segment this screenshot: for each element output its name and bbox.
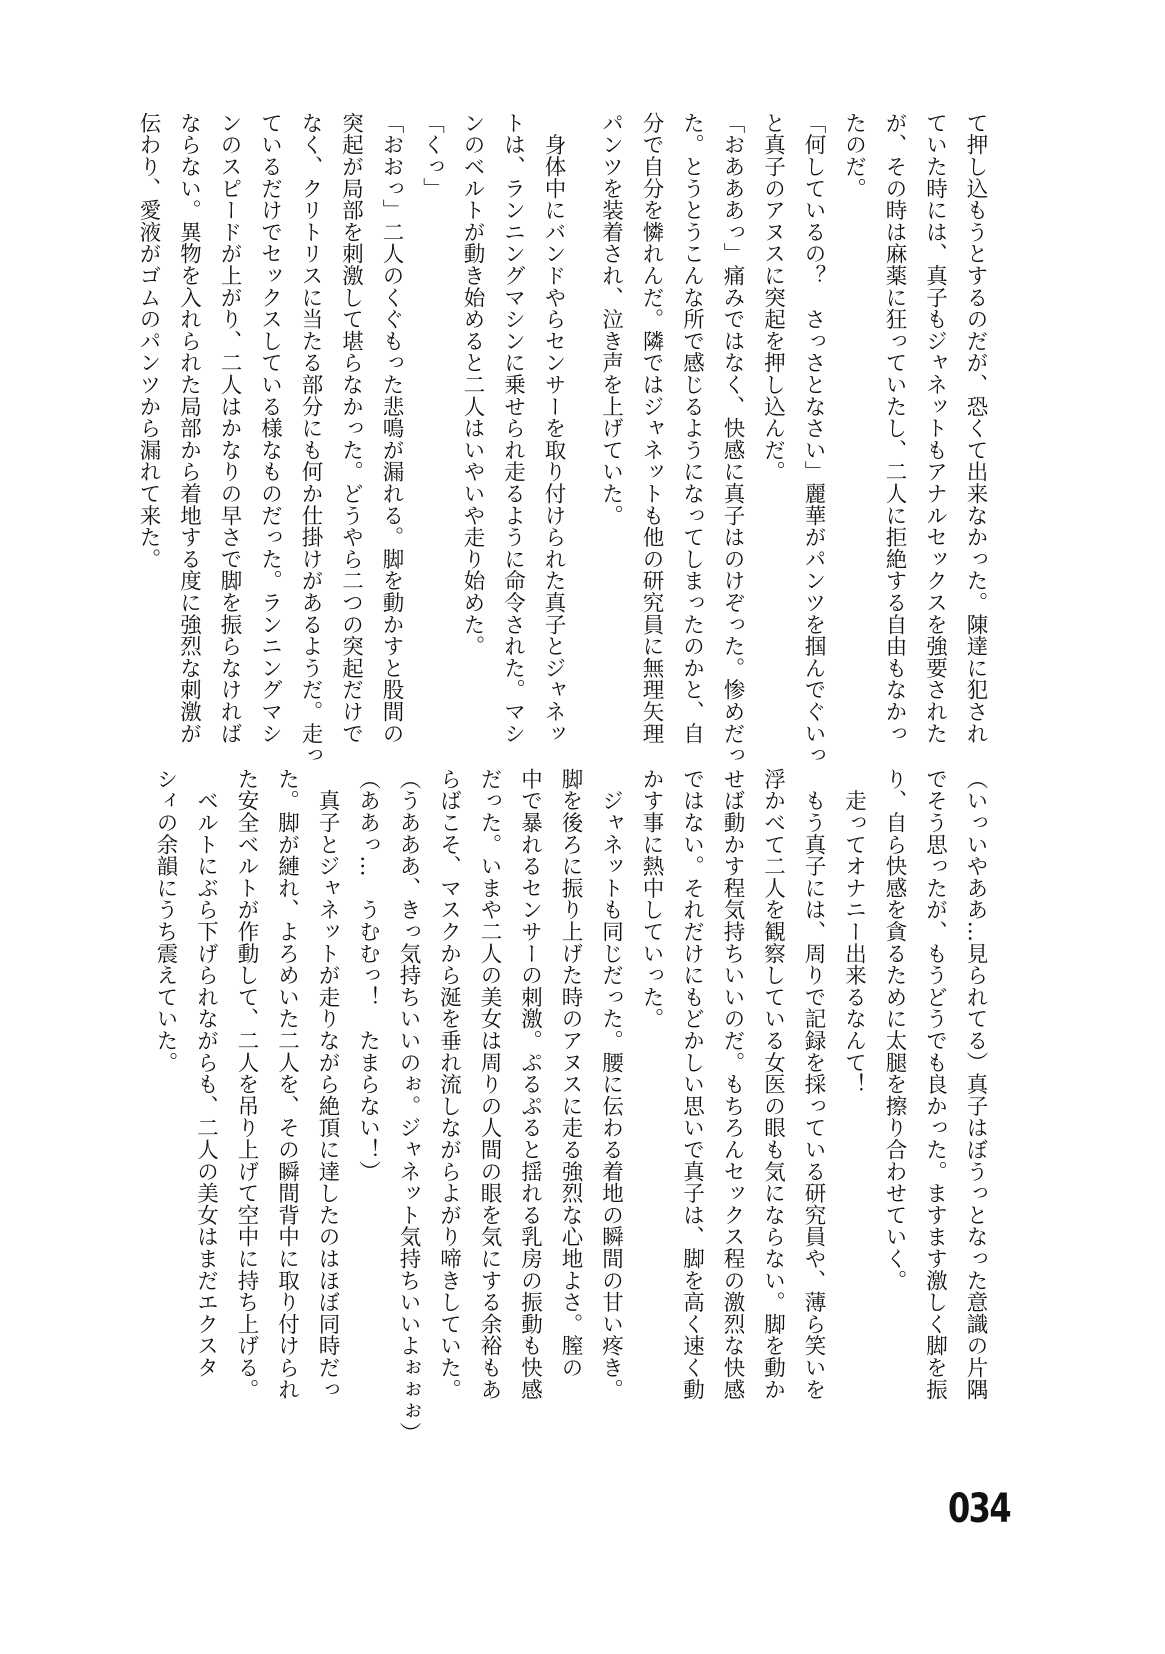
text-line: た安全ベルトが作動して、二人を吊り上げて空中に持ち上げる。	[234, 768, 259, 1401]
text-line: り、自ら快感を貪るために太腿を擦り合わせていく。	[882, 768, 907, 1292]
text-line: 「おあああっ」痛みではなく、快感に真子はのけぞった。惨めだっ	[720, 112, 745, 766]
text-line: て押し込もうとするのだが、恐くて出来なかった。陳達に犯され	[963, 112, 988, 745]
lower-text-block	[145, 768, 996, 1488]
text-line: せば動かす程気持ちいいのだ。もちろんセックス程の激烈な快感	[720, 768, 745, 1401]
text-line: （うあああ、きっ気持ちいいのぉ。ジャネット気持ちいいよぉぉぉ）	[396, 768, 421, 1444]
text-line: だった。いまや二人の美女は周りの人間の眼を気にする余裕もあ	[477, 768, 502, 1401]
text-line: と真子のアヌスに突起を押し込んだ。	[760, 112, 786, 483]
text-line: ならない。異物を入れられた局部から着地する度に強烈な刺激が	[176, 112, 202, 745]
text-line: ているだけでセックスしている様なものだった。ランニングマシ	[257, 112, 283, 745]
text-line: ンのベルトが動き始めると二人はいやいや走り始めた。	[460, 112, 485, 657]
text-line: 中で暴れるセンサーの刺激。ぷるぷると揺れる乳房の振動も快感	[517, 768, 543, 1401]
text-line: 「くっ」	[419, 112, 445, 200]
text-line: たのだ。	[841, 112, 867, 200]
text-line: た。脚が縺れ、よろめいた二人を、その瞬間背中に取り付けられ	[274, 768, 300, 1401]
text-line: ンのスピードが上がり、二人はかなりの早さで脚を振らなければ	[217, 112, 242, 745]
text-line: らばこそ、マスクから涎を垂れ流しながらよがり啼きしていた。	[436, 768, 462, 1401]
text-line: （いっいやああ…見られてる）真子はぼうっとなった意識の片隅	[963, 768, 988, 1401]
text-line: かす事に熱中していった。	[639, 768, 664, 1030]
text-line: が、その時は麻薬に狂っていたし、二人に拒絶する自由もなかっ	[882, 112, 907, 745]
text-line: シィの余韻にうち震えていた。	[153, 768, 178, 1074]
text-line: ではない。それだけにもどかしい思いで真子は、脚を高く速く動	[679, 768, 705, 1401]
text-line: （ああっ… うむむっ！ たまらない！）	[355, 768, 381, 1183]
text-line: 真子とジャネットが走りながら絶頂に達したのはほぼ同時だっ	[315, 768, 340, 1401]
text-line: 分で自分を憐れんだ。隣ではジャネットも他の研究員に無理矢理	[639, 112, 664, 745]
text-line: 「何しているの？ さっさとなさい」麗華がパンツを掴んでぐいっ	[801, 112, 826, 766]
text-line: パンツを装着され、泣き声を上げていた。	[598, 112, 624, 527]
text-line: なく、クリトリスに当たる部分にも何か仕掛けがあるようだ。走っ	[298, 112, 323, 766]
upper-text-block	[128, 112, 996, 766]
text-line: 突起が局部を刺激して堪らなかった。どうやら二つの突起だけで	[338, 112, 364, 745]
paragraph-gap	[573, 112, 590, 762]
text-line: 伝わり、愛液がゴムのパンツから漏れて来た。	[136, 112, 161, 570]
text-line: 浮かべて二人を観察している女医の眼も気にならない。脚を動か	[760, 768, 786, 1401]
text-line: ベルトにぶら下げられながらも、二人の美女はまだエクスタ	[193, 768, 219, 1379]
text-line: 走ってオナニー出来るなんて！	[841, 768, 867, 1095]
text-line: トは、ランニングマシンに乗せられ走るように命令された。マシ	[500, 112, 526, 745]
page-number: 034	[948, 1486, 1010, 1532]
text-line: 「おおっ」二人のくぐもった悲鳴が漏れる。脚を動かすと股間の	[379, 112, 404, 745]
text-line: ていた時には、真子もジャネットもアナルセックスを強要された	[922, 112, 948, 745]
text-line: た。とうとうこんな所で感じるようになってしまったのかと、自	[679, 112, 705, 745]
text-line: 脚を後ろに振り上げた時のアヌスに走る強烈な心地よさ。膣の	[558, 768, 583, 1379]
text-line: でそう思ったが、もうどうでも良かった。ますます激しく脚を振	[922, 768, 948, 1401]
text-line: もう真子には、周りで記録を採っている研究員や、薄ら笑いを	[801, 768, 826, 1401]
text-line: 身体中にバンドやらセンサーを取り付けられた真子とジャネッ	[541, 112, 566, 745]
text-line: ジャネットも同じだった。腰に伝わる着地の瞬間の甘い疼き。	[598, 768, 624, 1401]
